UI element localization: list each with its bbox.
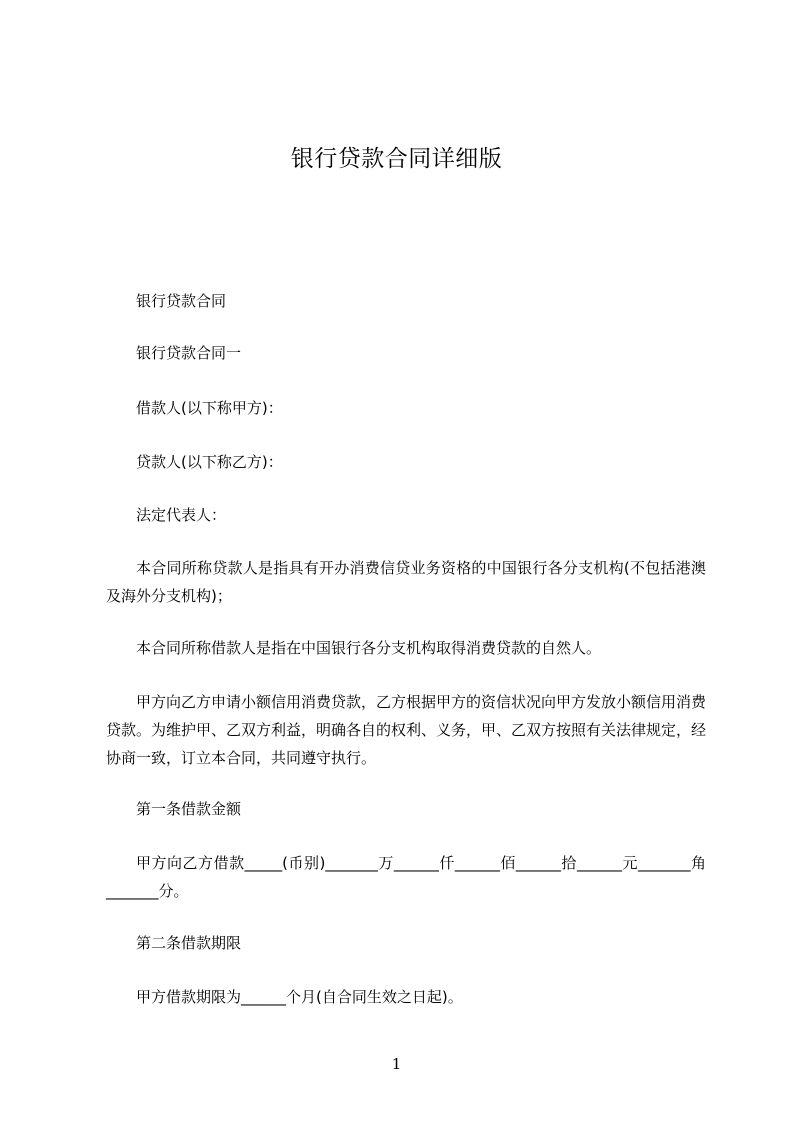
paragraph-loan-amount: 甲方向乙方借款_____(币别)_______万______仟______佰______拾______元_______角_______分。 [106,854,706,900]
paragraph-legal-rep: 法定代表人： [136,506,227,524]
paragraph-lender-definition: 本合同所称贷款人是指具有开办消费信贷业务资格的中国银行各分支机构(不包括港澳及海外分支机构)； [106,559,706,605]
document-title: 银行贷款合同详细版 [290,146,503,172]
paragraph-borrower-definition: 本合同所称借款人是指在中国银行各分支机构取得消费贷款的自然人。 [136,639,602,657]
paragraph-loan-term: 甲方借款期限为______个月(自合同生效之日起)。 [136,988,463,1006]
page-number: 1 [391,1055,402,1073]
paragraph-lender: 贷款人(以下称乙方)： [136,453,283,471]
paragraph-contract-one: 银行贷款合同一 [136,344,242,362]
paragraph-borrower: 借款人(以下称甲方)： [136,399,283,417]
paragraph-contract-heading: 银行贷款合同 [136,292,227,310]
paragraph-application: 甲方向乙方申请小额信用消费贷款，乙方根据甲方的资信状况向甲方发放小额信用消费贷款。为维护甲、乙双方利益，明确各自的权利、义务，甲、乙双方按照有关法律规定，经协商一致，订立本合同，共同遵守执行。 [106,693,707,767]
article-one-heading: 第一条借款金额 [136,800,242,818]
article-two-heading: 第二条借款期限 [136,934,242,952]
